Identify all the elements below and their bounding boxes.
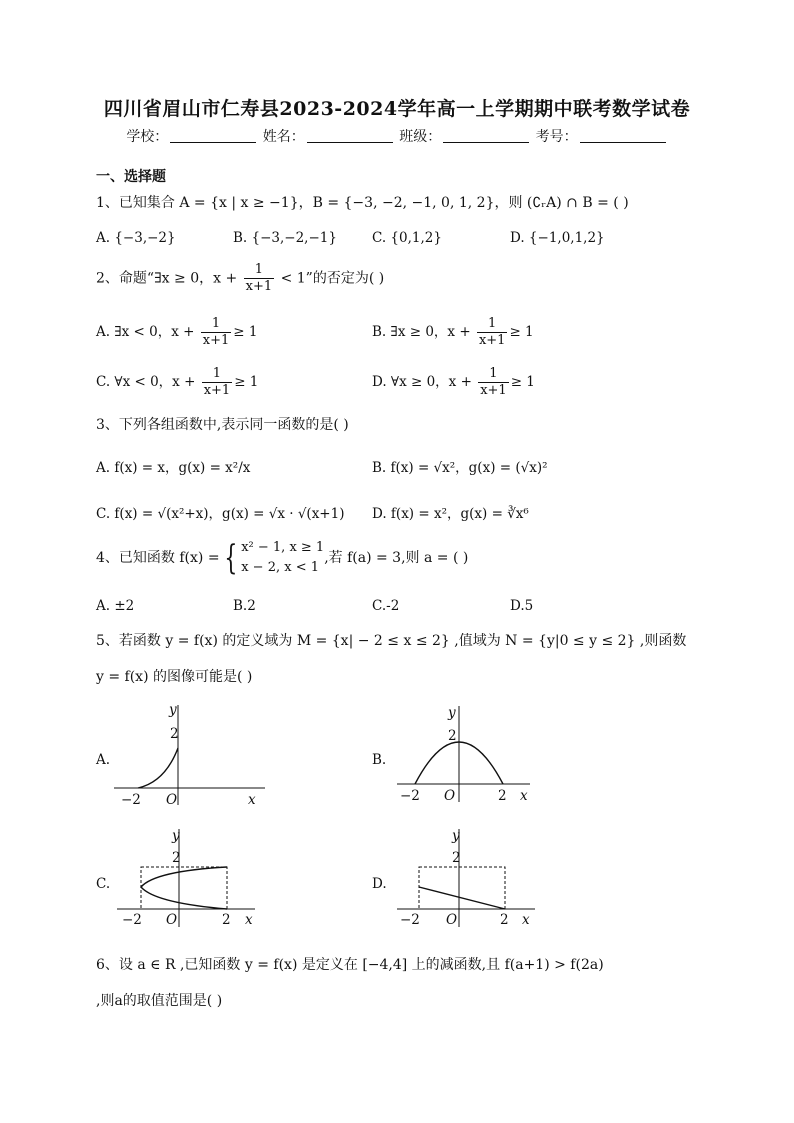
x-label: x — [248, 792, 256, 808]
fraction — [477, 316, 508, 349]
id-blank[interactable] — [580, 142, 666, 143]
fraction-numerator: 1 — [478, 366, 509, 383]
brace-symbol: { — [223, 538, 237, 578]
question-stem-post: < 1”的否定为( ) — [276, 270, 385, 287]
q5-option-a[interactable]: A. — [96, 752, 111, 768]
q3-option-d[interactable]: D. f(x) = x²，g(x) = ∛x⁶ — [372, 506, 529, 522]
q3-option-c[interactable]: C. f(x) = √(x²+x)，g(x) = √x · √(x+1) — [96, 506, 345, 522]
q1-option-d[interactable]: D. {−1,0,1,2} — [510, 230, 605, 246]
tick-2-x: 2 — [498, 788, 507, 804]
class-label: 班级： — [399, 129, 442, 145]
q3-option-a[interactable]: A. f(x) = x，g(x) = x²/x — [96, 460, 251, 476]
fraction-denominator: x+1 — [478, 333, 506, 348]
tick-neg-2: −2 — [400, 912, 420, 928]
id-label: 考号： — [535, 129, 578, 145]
y-label: y — [169, 702, 177, 718]
segment — [419, 887, 505, 909]
option-text: D. ∀x ≥ 0，x + — [372, 374, 477, 390]
q3-option-b[interactable]: B. f(x) = √x²，g(x) = (√x)² — [372, 460, 548, 476]
option-text: C. ∀x < 0，x + — [96, 374, 200, 390]
tick-2: 2 — [172, 850, 181, 866]
student-info-line — [0, 126, 794, 146]
fraction-numerator: 1 — [477, 316, 508, 333]
option-text: ≥ 1 — [509, 324, 534, 340]
tick-2-x: 2 — [222, 912, 231, 928]
piecewise-cases — [241, 538, 324, 578]
q2-option-d[interactable] — [372, 366, 535, 399]
option-text: ≥ 1 — [510, 374, 535, 390]
tick-2-x: 2 — [500, 912, 509, 928]
y-label: y — [452, 828, 460, 844]
origin-label: O — [446, 912, 458, 928]
exam-title: 四川省眉山市仁寿县2023-2024学年高一上学期期中联考数学试卷 — [103, 98, 691, 120]
school-blank[interactable] — [170, 142, 256, 143]
option-text: ≥ 1 — [234, 374, 259, 390]
origin-label: O — [166, 792, 178, 808]
question-stem-pre: 命题“∃x ≥ 0，x + — [118, 270, 242, 287]
fraction-denominator: x+1 — [203, 383, 231, 398]
q4-option-d[interactable]: D.5 — [510, 598, 534, 614]
q5-option-d[interactable]: D. — [372, 876, 387, 892]
school-label: 学校： — [126, 129, 169, 145]
origin-label: O — [166, 912, 178, 928]
question-5 — [96, 630, 686, 650]
question-6-line-2: ,则a的取值范围是( ) — [96, 993, 223, 1009]
tick-neg-2: −2 — [122, 912, 142, 928]
x-label: x — [522, 912, 530, 928]
fraction-numerator: 1 — [202, 366, 233, 383]
dashed-box — [141, 867, 227, 909]
question-5-line-2: y = f(x) 的图像可能是( ) — [96, 669, 253, 685]
piece-case-2: x − 2, x < 1 — [241, 560, 319, 575]
tick-2: 2 — [170, 726, 179, 742]
tick-2: 2 — [448, 728, 457, 744]
option-text: B. ∃x ≥ 0，x + — [372, 324, 475, 340]
name-blank[interactable] — [307, 142, 393, 143]
origin-label: O — [444, 788, 456, 804]
question-number: 5、 — [96, 633, 119, 649]
fraction-denominator: x+1 — [245, 279, 273, 294]
q4-option-a[interactable]: A. ±2 — [96, 598, 135, 614]
question-2 — [96, 262, 384, 295]
class-blank[interactable] — [443, 142, 529, 143]
section-heading: 一、选择题 — [96, 169, 166, 185]
fraction-denominator: x+1 — [480, 383, 507, 398]
q1-option-a[interactable]: A. {−3,−2} — [96, 230, 176, 246]
option-text: ≥ 1 — [233, 324, 258, 340]
piece-case-1: x² − 1, x ≥ 1 — [241, 540, 325, 555]
question-1 — [96, 192, 629, 212]
option-text: A. ∃x < 0，x + — [96, 324, 199, 340]
question-stem: 设 a ∈ R ,已知函数 y = f(x) 是定义在 [−4,4] 上的减函数,且 f(a+1) > f(2a) — [118, 957, 604, 973]
question-3 — [96, 414, 349, 434]
fraction — [201, 316, 232, 349]
question-number: 2、 — [96, 270, 119, 287]
q5-option-b[interactable]: B. — [372, 752, 387, 768]
question-4 — [96, 538, 468, 578]
curve — [138, 748, 178, 788]
y-label: y — [448, 705, 456, 721]
dashed-box — [419, 867, 505, 909]
curve — [141, 867, 227, 909]
tick-neg-2: −2 — [400, 788, 420, 804]
q4-option-b[interactable]: B.2 — [233, 598, 256, 614]
fraction-numerator: 1 — [244, 262, 275, 279]
x-label: x — [520, 788, 528, 804]
question-number: 1、 — [96, 195, 119, 211]
question-number: 4、 — [96, 550, 119, 566]
question-6 — [96, 954, 604, 974]
q4-option-c[interactable]: C.-2 — [372, 598, 400, 614]
y-label: y — [172, 828, 180, 844]
fraction — [202, 366, 233, 399]
tick-neg-2: −2 — [121, 792, 141, 808]
question-stem-post: ,若 f(a) = 3,则 a = ( ) — [324, 550, 469, 566]
q2-option-b[interactable] — [372, 316, 534, 349]
question-stem: 已知集合 A = {x | x ≥ −1}，B = {−3, −2, −1, 0, 1, 2}，则 (∁ᵣA) ∩ B = ( ) — [118, 195, 629, 211]
q1-option-b[interactable]: B. {−3,−2,−1} — [233, 230, 337, 246]
name-label: 姓名： — [262, 129, 305, 145]
x-label: x — [245, 912, 253, 928]
fraction — [478, 366, 509, 399]
question-stem-pre: 已知函数 f(x) = — [118, 550, 220, 566]
tick-2: 2 — [452, 850, 461, 866]
fraction — [244, 262, 275, 295]
q2-option-a[interactable] — [96, 316, 257, 349]
question-number: 6、 — [96, 957, 119, 973]
q5-option-c[interactable]: C. — [96, 876, 111, 892]
q2-option-c[interactable] — [96, 366, 258, 399]
question-stem: 若函数 y = f(x) 的定义域为 M = {x| − 2 ≤ x ≤ 2} ,值域为 N = {y|0 ≤ y ≤ 2} ,则函数 — [118, 633, 687, 649]
q1-option-c[interactable]: C. {0,1,2} — [372, 230, 442, 246]
question-number: 3、 — [96, 417, 119, 433]
question-stem: 下列各组函数中,表示同一函数的是( ) — [118, 417, 349, 433]
fraction-numerator: 1 — [201, 316, 232, 333]
fraction-denominator: x+1 — [202, 333, 230, 348]
